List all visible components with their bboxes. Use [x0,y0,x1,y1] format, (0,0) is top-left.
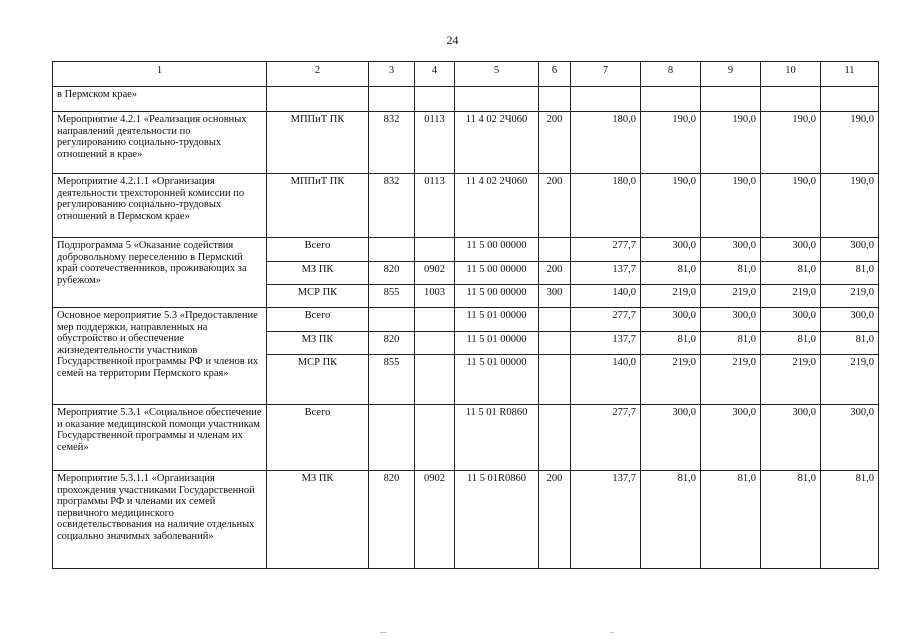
table-row [53,87,879,112]
section-code: 1003 [415,285,455,308]
executor: Всего [267,308,369,332]
grbs-code: 855 [369,355,415,405]
executor: МСР ПК [267,285,369,308]
expense-type-code [539,332,571,355]
table-row [53,112,879,174]
value-col-7: 140,0 [571,285,641,308]
executor: МЗ ПК [267,262,369,285]
value-col-11: 219,0 [821,285,879,308]
value-col-9: 300,0 [701,308,761,332]
col-header: 9 [701,62,761,87]
item-name: Мероприятие 4.2.1 «Реализация основных направлений деятельности по регулированию социально-трудовых отношений в крае» [53,112,267,174]
value-col-7: 140,0 [571,355,641,405]
value-col-8: 190,0 [641,174,701,238]
table-row [53,308,879,332]
value-col-8: 81,0 [641,332,701,355]
value-col-10: 81,0 [761,332,821,355]
table-row [53,174,879,238]
value-col-11: 300,0 [821,238,879,262]
target-article-code: 11 5 00 00000 [455,285,539,308]
grbs-code: 832 [369,112,415,174]
table-row [53,471,879,569]
value-col-9: 300,0 [701,238,761,262]
grbs-code: 820 [369,332,415,355]
value-col-7: 277,7 [571,238,641,262]
col-header: 6 [539,62,571,87]
expense-type-code: 200 [539,112,571,174]
value-col-11: 300,0 [821,405,879,471]
value-col-9: 300,0 [701,405,761,471]
col-header: 4 [415,62,455,87]
executor: МППиТ ПК [267,112,369,174]
value-col-7: 277,7 [571,308,641,332]
target-article-code: 11 5 01 00000 [455,308,539,332]
value-col-8: 219,0 [641,355,701,405]
item-name: Основное мероприятие 5.3 «Предоставление мер поддержки, направленных на обустройство и обеспечение жизнедеятельности участников Государственной программы РФ и членов их семей на территории Пермского края» [53,308,267,405]
section-code: 0113 [415,112,455,174]
expense-type-code [539,238,571,262]
expense-type-code [539,405,571,471]
table-header-row [53,62,879,87]
target-article-code: 11 4 02 2Ч060 [455,174,539,238]
value-col-7: 137,7 [571,332,641,355]
table-row [53,238,879,262]
grbs-code [369,238,415,262]
executor: МСР ПК [267,355,369,405]
section-code [415,332,455,355]
value-col-11: 190,0 [821,112,879,174]
value-col-8: 300,0 [641,238,701,262]
grbs-code: 820 [369,262,415,285]
value-col-10: 190,0 [761,112,821,174]
expense-type-code: 200 [539,262,571,285]
expense-type-code: 200 [539,174,571,238]
item-name: Мероприятие 4.2.1.1 «Организация деятельности трехсторонней комиссии по регулированию социально-трудовых отношений в Пермском крае» [53,174,267,238]
col-header: 7 [571,62,641,87]
value-col-9: 190,0 [701,112,761,174]
value-col-8: 190,0 [641,112,701,174]
value-col-9: 219,0 [701,355,761,405]
value-col-9: 81,0 [701,332,761,355]
section-code: 0113 [415,174,455,238]
target-article-code: 11 5 00 00000 [455,262,539,285]
expense-type-code [539,308,571,332]
value-col-8: 219,0 [641,285,701,308]
value-col-8: 300,0 [641,405,701,471]
value-col-11: 81,0 [821,471,879,569]
value-col-10: 81,0 [761,262,821,285]
item-name: в Пермском крае» [53,87,267,112]
target-article-code: 11 5 00 00000 [455,238,539,262]
col-header: 3 [369,62,415,87]
value-col-8: 81,0 [641,471,701,569]
col-header: 5 [455,62,539,87]
executor: Всего [267,238,369,262]
col-header: 11 [821,62,879,87]
item-name: Мероприятие 5.3.1 «Социальное обеспечение и оказание медицинской помощи участникам Государственной программы и членам их семей» [53,405,267,471]
col-header: 1 [53,62,267,87]
col-header: 10 [761,62,821,87]
target-article-code: 11 4 02 2Ч060 [455,112,539,174]
section-code: 0902 [415,471,455,569]
value-col-10: 190,0 [761,174,821,238]
section-code [415,405,455,471]
expense-type-code: 200 [539,471,571,569]
value-col-10: 300,0 [761,405,821,471]
grbs-code: 820 [369,471,415,569]
executor: МППиТ ПК [267,174,369,238]
item-name: Подпрограмма 5 «Оказание содействия добровольному переселению в Пермский край соотечественников, проживающих за рубежом» [53,238,267,308]
executor: Всего [267,405,369,471]
grbs-code: 855 [369,285,415,308]
section-code [415,238,455,262]
value-col-9: 81,0 [701,471,761,569]
value-col-11: 219,0 [821,355,879,405]
value-col-7: 277,7 [571,405,641,471]
value-col-8: 300,0 [641,308,701,332]
col-header: 8 [641,62,701,87]
value-col-11: 300,0 [821,308,879,332]
grbs-code: 832 [369,174,415,238]
value-col-8: 81,0 [641,262,701,285]
value-col-9: 190,0 [701,174,761,238]
item-name: Мероприятие 5.3.1.1 «Организация прохождения участниками Государственной программы РФ и членами их семей первичного медицинского освидетельствования на наличие отдельных социально значимых заболеваний» [53,471,267,569]
value-col-9: 81,0 [701,262,761,285]
target-article-code: 11 5 01 R0860 [455,405,539,471]
target-article-code: 11 5 01R0860 [455,471,539,569]
budget-table [52,61,879,569]
value-col-7: 137,7 [571,471,641,569]
section-code [415,308,455,332]
expense-type-code [539,355,571,405]
value-col-10: 300,0 [761,308,821,332]
page-number: 24 [446,33,459,47]
table-row [53,405,879,471]
value-col-11: 81,0 [821,332,879,355]
scan-artifact [380,632,620,634]
target-article-code: 11 5 01 00000 [455,332,539,355]
executor: МЗ ПК [267,471,369,569]
value-col-7: 137,7 [571,262,641,285]
value-col-11: 81,0 [821,262,879,285]
grbs-code [369,308,415,332]
value-col-10: 219,0 [761,285,821,308]
value-col-10: 219,0 [761,355,821,405]
value-col-10: 300,0 [761,238,821,262]
expense-type-code: 300 [539,285,571,308]
value-col-10: 81,0 [761,471,821,569]
value-col-9: 219,0 [701,285,761,308]
col-header: 2 [267,62,369,87]
section-code [415,355,455,405]
value-col-11: 190,0 [821,174,879,238]
executor: МЗ ПК [267,332,369,355]
grbs-code [369,405,415,471]
value-col-7: 180,0 [571,112,641,174]
value-col-7: 180,0 [571,174,641,238]
section-code: 0902 [415,262,455,285]
target-article-code: 11 5 01 00000 [455,355,539,405]
